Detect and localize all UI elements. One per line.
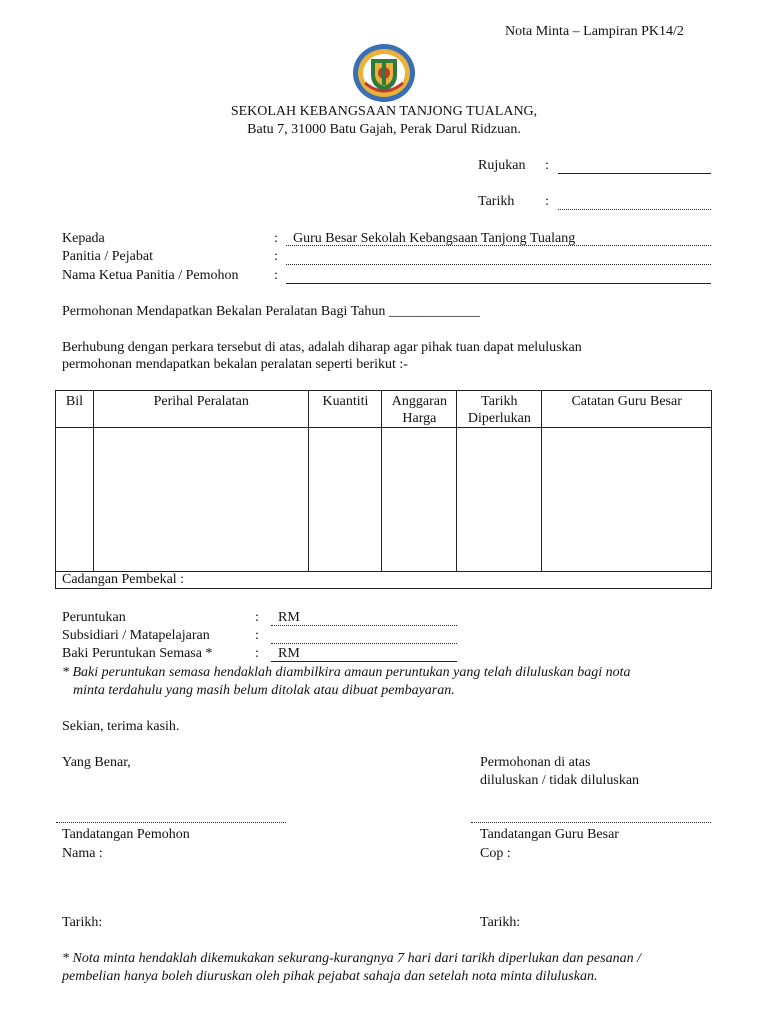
sig-guru-label: Tandatangan Guru Besar [480,827,619,842]
nama-label: Nama : [62,846,103,861]
baki-note-line-2: minta terdahulu yang masih belum ditolak atau dibuat pembayaran. [73,683,455,698]
baki-label: Baki Peruntukan Semasa * [62,646,213,661]
baki-note-line-1: * Baki peruntukan semasa hendaklah diambilkira amaun peruntukan yang telah diluluskan bagi nota [62,665,631,680]
form-reference: Nota Minta – Lampiran PK14/2 [505,24,684,39]
cell-anggaran[interactable] [382,428,457,572]
sig-pemohon-label: Tandatangan Pemohon [62,827,190,842]
baki-colon: : [255,646,259,661]
cop-label: Cop : [480,846,511,861]
peruntukan-colon: : [255,610,259,625]
cadangan-pembekal[interactable]: Cadangan Pembekal : [56,572,712,589]
rujukan-colon: : [545,158,549,173]
tarikh-left-label: Tarikh: [62,915,103,930]
pemohon-signature-line[interactable] [56,822,286,823]
equipment-table [55,390,712,589]
col-tarikh: Tarikh Diperlukan [457,391,542,428]
peruntukan-field[interactable] [271,625,457,626]
body-line-2: permohonan mendapatkan bekalan peralatan seperti berikut :- [62,357,408,372]
kepada-colon: : [274,231,278,246]
panitia-label: Panitia / Pejabat [62,249,153,264]
panitia-field[interactable] [286,264,711,265]
col-anggaran: Anggaran Harga [382,391,457,428]
peruntukan-label: Peruntukan [62,610,126,625]
approval-line-2: diluluskan / tidak diluluskan [480,773,640,788]
kepada-value: Guru Besar Sekolah Kebangsaan Tanjong Tualang [293,231,576,246]
subject-line: Permohonan Mendapatkan Bekalan Peralatan Bagi Tahun _____________ [62,304,480,319]
cell-bil[interactable] [56,428,94,572]
school-crest-logo [351,43,417,103]
table-row [56,428,712,572]
baki-field[interactable] [271,661,457,662]
subsidiari-field[interactable] [271,643,457,644]
closing-thanks: Sekian, terima kasih. [62,719,180,734]
subsidiari-label: Subsidiari / Matapelajaran [62,628,210,643]
rujukan-label: Rujukan [478,158,526,173]
cell-perihal[interactable] [93,428,309,572]
cell-catatan[interactable] [542,428,712,572]
tarikh-colon: : [545,194,549,209]
col-catatan: Catatan Guru Besar [542,391,712,428]
school-address: Batu 7, 31000 Batu Gajah, Perak Darul Ridzuan. [247,122,521,137]
panitia-colon: : [274,249,278,264]
cell-tarikh[interactable] [457,428,542,572]
ketua-colon: : [274,268,278,283]
footer-note-line-2: pembelian hanya boleh diuruskan oleh pihak pejabat sahaja dan setelah nota minta diluluskan. [62,969,598,984]
body-line-1: Berhubung dengan perkara tersebut di atas, adalah diharap agar pihak tuan dapat meluluskan [62,340,582,355]
col-bil: Bil [56,391,94,428]
col-kuantiti: Kuantiti [309,391,382,428]
kepada-label: Kepada [62,231,105,246]
cell-kuantiti[interactable] [309,428,382,572]
subsidiari-colon: : [255,628,259,643]
guru-besar-signature-line[interactable] [471,822,711,823]
crest-icon [351,43,417,103]
col-perihal: Perihal Peralatan [93,391,309,428]
yang-benar: Yang Benar, [62,755,131,770]
tarikh-right-label: Tarikh: [480,915,521,930]
kepada-field[interactable] [286,245,711,246]
approval-line-1: Permohonan di atas [480,755,591,770]
rujukan-field[interactable] [558,173,711,174]
tarikh-field[interactable] [558,209,711,210]
table-header-row [56,391,712,428]
cadangan-row [56,572,712,589]
ketua-field[interactable] [286,283,711,284]
footer-note-line-1: * Nota minta hendaklah dikemukakan sekurang-kurangnya 7 hari dari tarikh diperlukan dan pesanan / [62,951,641,966]
peruntukan-value: RM [278,610,300,625]
school-name: SEKOLAH KEBANGSAAN TANJONG TUALANG, [230,104,538,119]
baki-value: RM [278,646,300,661]
ketua-label: Nama Ketua Panitia / Pemohon [62,268,239,283]
tarikh-label: Tarikh [478,194,515,209]
